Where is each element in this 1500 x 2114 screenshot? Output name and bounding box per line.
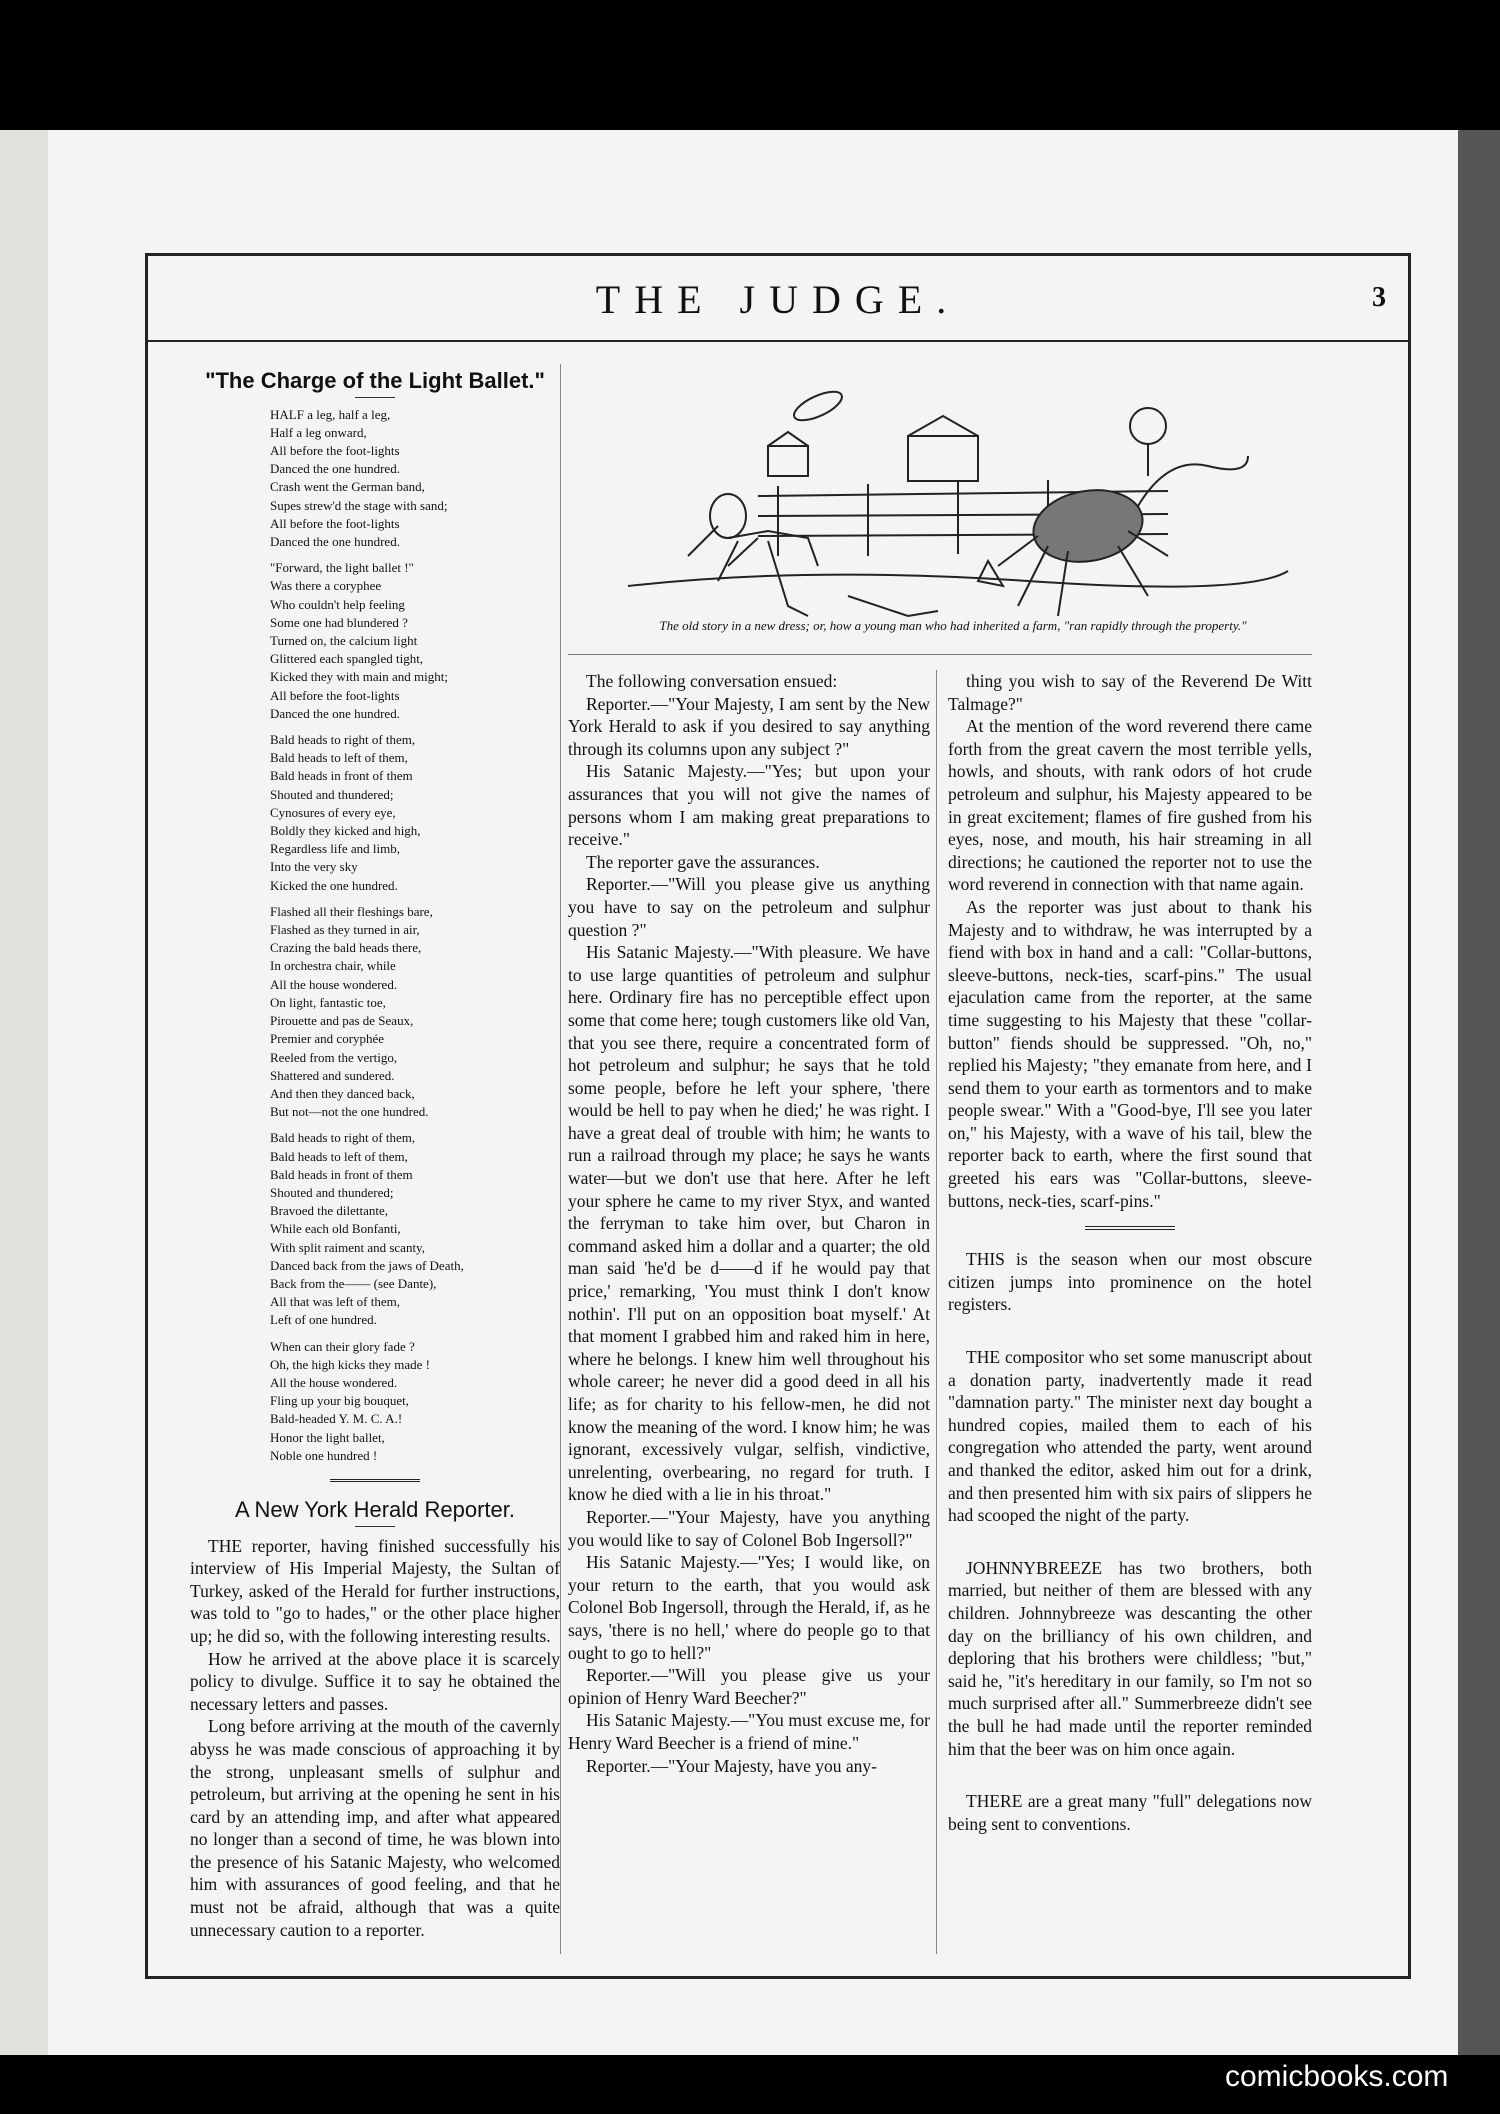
paragraph: At the mention of the word reverend there came forth from the great cavern the most terrible yells, howls, and shouts, with rank odors of hot crude petroleum and sulphur, his Majesty appeared to be in great excitement; flames of fire gushed from his eyes, nose, and mouth, his hair streaming in all directions; he cautioned the reporter not to use the word reverend in connection with that name again. [948,716,1312,895]
article-title-rule [355,1526,395,1527]
illustration-caption: The old story in a new dress; or, how a young man who had inherited a farm, "ran rapidly through the property." [659,618,1247,633]
poem-body [270,406,560,1465]
book-edge [1458,130,1500,2055]
illustration-rule [568,654,1312,655]
poem-line: Flashed all their fleshings bare, [270,903,433,919]
poem-line: While each old Bonfanti, [270,1221,401,1237]
poem-line: With split raiment and scanty, [270,1239,425,1255]
poem-stanza [270,406,560,552]
poem-line: Oh, the high kicks they made ! [270,1356,430,1372]
column-3 [948,670,1312,1835]
paragraph: THIS is the season when our most obscure citizen jumps into prominence on the hotel registers. [948,1249,1312,1315]
column-divider [560,364,561,1954]
poem-line: Danced the one hundred. [270,705,400,721]
poem-line: Who couldn't help feeling [270,596,405,612]
poem-line: Some one had blundered ? [270,614,408,630]
poem-line: Shouted and thundered; [270,786,394,802]
poem-stanza [270,731,560,895]
section-divider [330,1479,420,1485]
poem-title: "The Charge of the Light Ballet." [205,368,545,393]
poem-line: Crazing the bald heads there, [270,940,422,956]
poem-line: Supes strew'd the stage with sand; [270,497,448,513]
poem-line: Pirouette and pas de Seaux, [270,1013,414,1029]
column-1 [190,364,560,1941]
paragraph: THERE are a great many "full" delegations now being sent to conventions. [948,1791,1312,1834]
poem-line: Shattered and sundered. [270,1067,395,1083]
facing-page-edge [0,130,50,2055]
poem-title-rule [355,397,395,398]
article-column-3 [948,670,1312,1212]
poem-line: Boldly they kicked and high, [270,823,421,839]
poem-stanza [270,903,560,1121]
poem-line: All the house wondered. [270,1374,398,1390]
poem-line: Glittered each spangled tight, [270,651,424,667]
poem-line: Left of one hundred. [270,1312,377,1328]
paragraph-items [948,1248,1312,1835]
article-column-2 [568,670,930,1777]
poem-line: Bald heads to right of them, [270,732,416,748]
poem-line: Bald heads to left of them, [270,1148,408,1164]
poem-line: Danced the one hundred. [270,461,400,477]
poem-line: Regardless life and limb, [270,841,400,857]
poem-line: Flashed as they turned in air, [270,922,420,938]
poem-line: Reeled from the vertigo, [270,1049,398,1065]
poem-line: In orchestra chair, while [270,958,396,974]
poem-line: Bald heads to left of them, [270,750,408,766]
poem-line: Noble one hundred ! [270,1447,378,1463]
poem-line: Into the very sky [270,859,358,875]
article-column-1 [190,1535,560,1942]
poem-stanza [270,1129,560,1329]
masthead-rule [148,340,1408,342]
poem-line: "Forward, the light ballet !" [270,560,414,576]
masthead-title: THE JUDGE. [595,277,961,322]
poem-line: Crash went the German band, [270,479,425,495]
poem-line: All before the foot-lights [270,443,400,458]
column-divider [936,670,937,1954]
paragraph: Long before arriving at the mouth of the cavernly abyss he was made conscious of approaching it by the strong, unpleasant smells of sulphur and petroleum, but arriving at the opening he sent in his card by an attending imp, and after what appeared no longer than a second of time, he was blown into the presence of his Satanic Majesty, who welcomed him with assurances of good feeling, and that he must not be afraid, although that was a quite unnecessary caution to a reporter. [190,1716,560,1940]
poem-line: Premier and coryphée [270,1031,385,1047]
poem-line: Fling up your big bouquet, [270,1393,410,1409]
poem-line: Bald-headed Y. M. C. A.! [270,1411,403,1427]
poem-stanza [270,559,560,723]
paragraph: His Satanic Majesty.—"You must excuse me, for Henry Ward Beecher is a friend of mine." [568,1710,930,1753]
article-title: A New York Herald Reporter. [234,1496,516,1522]
poem-stanza [270,1338,560,1465]
poem-line: Shouted and thundered; [270,1184,394,1200]
poem-line: Bald heads in front of them [270,1166,413,1182]
poem-line: Kicked they with main and might; [270,669,448,685]
paragraph: How he arrived at the above place it is scarcely policy to divulge. Suffice it to say he obtained the necessary letters and passes. [190,1648,560,1714]
section-divider [1085,1226,1175,1234]
paragraph: The reporter gave the assurances. [586,851,820,872]
poem-line: Danced the one hundred. [270,534,400,550]
paragraph: Reporter.—"Your Majesty, I am sent by the New York Herald to ask if you desired to say anything through its columns upon any subject ?" [568,693,930,759]
poem-line: All before the foot-lights [270,515,400,531]
poem-line: All the house wondered. [270,976,398,992]
poem-line: Bald heads in front of them [270,768,413,784]
paragraph: Reporter.—"Will you please give us anything you have to say on the petroleum and sulphur question ?" [568,874,930,940]
poem-line: On light, fantastic toe, [270,994,386,1010]
page-number: 3 [1372,282,1386,313]
poem-line: Back from the—— (see Dante), [270,1275,437,1291]
page-frame [145,253,1411,1979]
poem-line: Half a leg onward, [270,424,367,440]
poem-line: But not—not the one hundred. [270,1104,429,1120]
page [48,130,1458,2055]
poem-line: Was there a coryphee [270,578,382,594]
paragraph: THE compositor who set some manuscript about a donation party, inadvertently made it read "damnation party." The minister next day bought a hundred copies, mailed them to each of his congregation who attended the party, went around and thanked the editor, asked him out for a drink, and then presented him with six pairs of slippers he had scooped the night of the party. [948,1347,1312,1526]
poem-line: HALF a leg, half a leg, [270,406,391,422]
poem-line: Cynosures of every eye, [270,804,396,820]
paragraph: His Satanic Majesty.—"Yes; but upon your assurances that you will not give the names of persons whom I am making great preparations to receive." [568,761,930,850]
paragraph: JOHNNYBREEZE has two brothers, both married, but neither of them are blessed with any children. Johnnybreeze was descanting the other day on the brilliancy of his own children, and deploring that his brothers were childless; "but," said he, "it's hereditary in our family, so I'm not so much surprised after all." Summerbreeze didn't see the bull he had made until the reporter reminded him that the beer was on him once again. [948,1557,1312,1759]
paragraph: Reporter.—"Your Majesty, have you anything you would like to say of Colonel Bob Ingersoll?" [568,1506,930,1550]
paragraph: thing you wish to say of the Reverend De Witt Talmage?" [948,671,1312,714]
paragraph: The following conversation ensued: [586,671,838,691]
paragraph: THE reporter, having finished successfully his interview of His Imperial Majesty, the Sultan of Turkey, asked of the Herald for further instructions, was told to "go to hades," or the other place higher up; he did so, with the following interesting results. [190,1535,560,1646]
paragraph: His Satanic Majesty.—"Yes; I would like, on your return to the earth, that you would ask Colonel Bob Ingersoll, through the Herald, if, as he says, 'there is no hell,' where do people go to that ought to go to hell?" [568,1552,930,1663]
poem-line: Turned on, the calcium light [270,633,418,649]
paragraph: Reporter.—"Will you please give us your opinion of Henry Ward Beecher?" [568,1665,930,1708]
poem-line: Bravoed the dilettante, [270,1203,389,1219]
paragraph: Reporter.—"Your Majesty, have you any- [586,1755,877,1776]
watermark-logo: comicbooks.com [1225,2060,1449,2093]
poem-line: And then they danced back, [270,1085,415,1101]
paragraph: His Satanic Majesty.—"With pleasure. We have to use large quantities of petroleum and sulphur here. Ordinary fire has no perceptible effect upon some that come here; tough customers like old Van, that you see there, require a concentrated form of hot petroleum and sulphur; he says that he told some people, before he left your sphere, 'there would be hell to pay when he died;' he was right. I have a great deal of trouble with him; he wants to run a railroad through my place; he says he wants water—but we don't use that here. After he left your sphere he came to my river Styx, and wanted the ferryman to take him over, but Charon in command asked him a dollar and a quarter; the old man said 'he'd be d——d if he would pay that price,' remarking, 'You must think I don't know nothin'. I'll put on an opposition boat myself.' At that moment I grabbed him and raked him in here, where he belongs. I knew him well throughout his whole career; he never did a good deed in all his life; as for charity to his fellow-men, he did not know the meaning of the word. I know him; he was ignorant, excessively vulgar, selfish, vindictive, unrelenting, overbearing, no regard for truth. I know he died with a lie in his throat." [568,942,930,1505]
poem-line: Honor the light ballet, [270,1429,385,1445]
farm-bull-illustration [608,366,1298,646]
poem-line: All that was left of them, [270,1294,400,1310]
poem-line: Kicked the one hundred. [270,877,398,893]
paragraph: As the reporter was just about to thank his Majesty and to withdraw, he was interrupted by a fiend with box in hand and a call: "Collar-buttons, sleeve-buttons, neck-ties, scarf-pins." The usual ejaculation came from the reporter, at the same time suggesting to his Majesty that these "collar-button" fiends should be suppressed. "Oh, no," replied his Majesty; "they emanate from here, and I send them to your earth as tormentors and to make people swear." With a "Good-bye, I'll see you later on," his Majesty, with a wave of his tail, blew the reporter back to earth, where the first sound that greeted his ears was "Collar-buttons, sleeve-buttons, neck-ties, scarf-pins." [948,896,1312,1211]
poem-line: Danced back from the jaws of Death, [270,1257,464,1273]
poem-line: Bald heads to right of them, [270,1130,416,1146]
poem-line: When can their glory fade ? [270,1338,415,1354]
poem-line: All before the foot-lights [270,687,400,703]
